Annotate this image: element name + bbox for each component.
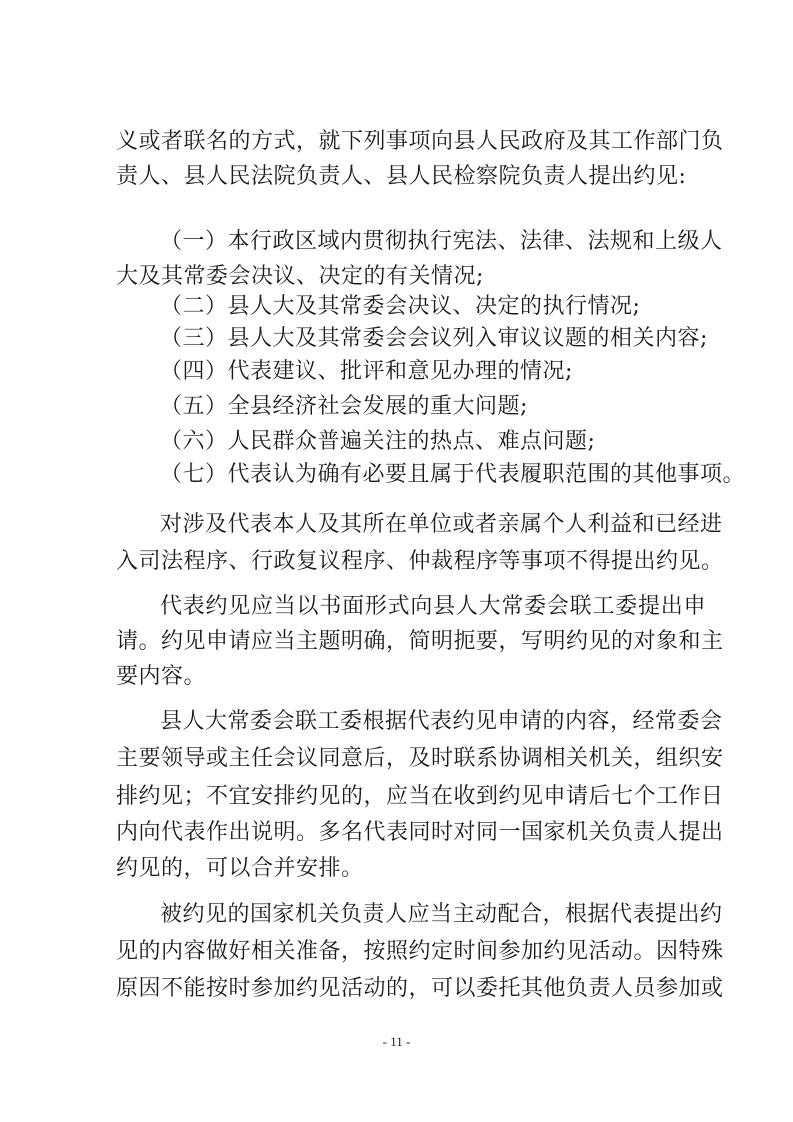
text-line: 排约见；不宜安排约见的，应当在收到约见申请后七个工作日: [116, 784, 724, 809]
text-line: 义或者联名的方式，就下列事项向县人民政府及其工作部门负: [116, 129, 724, 154]
text-line: 约见的，可以合并安排。: [116, 856, 364, 881]
text-line: 大及其常委会决议、决定的有关情况;: [116, 264, 484, 289]
text-line: 主要领导或主任会议同意后，及时联系协调相关机关，组织安: [116, 746, 724, 771]
text-line: 责人、县人民法院负责人、县人民检察院负责人提出约见:: [116, 164, 687, 189]
text-line: （七）代表认为确有必要且属于代表履职范围的其他事项。: [160, 462, 746, 487]
text-line: （二）县人大及其常委会决议、决定的执行情况;: [160, 294, 641, 319]
text-line: 见的内容做好相关准备，按照约定时间参加约见活动。因特殊: [116, 939, 724, 964]
text-line: （六）人民群众普遍关注的热点、难点问题;: [160, 429, 596, 454]
text-line: （五）全县经济社会发展的重大问题;: [160, 394, 528, 419]
text-line: 县人大常委会联工委根据代表约见申请的内容，经常委会: [160, 709, 723, 734]
text-line: 要内容。: [116, 664, 207, 689]
text-line: 对涉及代表本人及其所在单位或者亲属个人利益和已经进: [160, 512, 723, 537]
text-line: （三）县人大及其常委会会议列入审议议题的相关内容;: [160, 326, 708, 351]
text-line: 被约见的国家机关负责人应当主动配合，根据代表提出约: [160, 902, 723, 927]
page-number: - 11 -: [382, 1034, 411, 1049]
text-line: 原因不能按时参加约见活动的，可以委托其他负责人员参加或: [116, 976, 724, 1001]
text-line: 内向代表作出说明。多名代表同时对同一国家机关负责人提出: [116, 820, 724, 845]
text-line: 代表约见应当以书面形式向县人大常委会联工委提出申: [160, 594, 706, 619]
text-line: 入司法程序、行政复议程序、仲裁程序等事项不得提出约见。: [116, 549, 724, 574]
text-line: （一）本行政区域内贯彻执行宪法、法律、法规和上级人: [160, 229, 723, 254]
text-line: 请。约见申请应当主题明确，简明扼要，写明约见的对象和主: [116, 629, 724, 654]
text-line: （四）代表建议、批评和意见办理的情况;: [160, 359, 573, 384]
